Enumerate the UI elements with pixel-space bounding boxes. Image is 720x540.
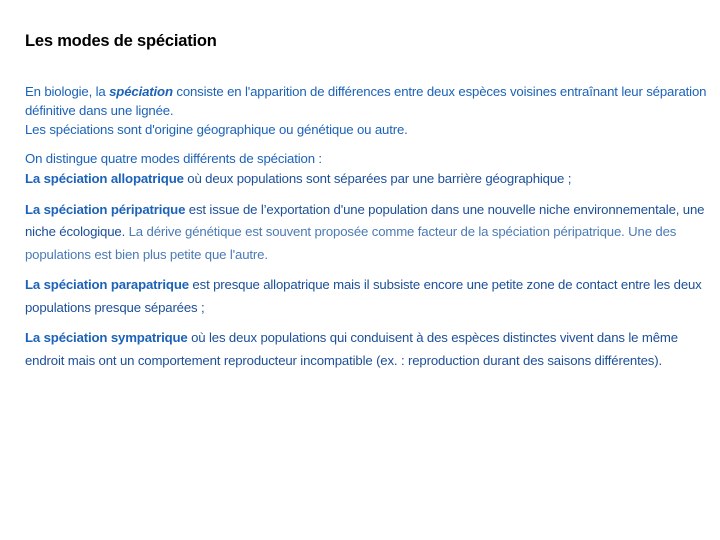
mode-text-extra: La dérive génétique est souvent proposée comme facteur de la spéciation péripatrique. Une des populations est bien plus petite que l'autre. bbox=[25, 224, 677, 262]
mode-name: La spéciation allopatrique bbox=[25, 171, 184, 186]
mode-text: où deux populations sont séparées par une barrière géographique ; bbox=[183, 171, 572, 186]
mode-peripatric bbox=[25, 199, 715, 267]
intro-paragraph bbox=[25, 82, 715, 139]
mode-name: La spéciation péripatrique bbox=[25, 201, 186, 217]
lead-paragraph bbox=[25, 149, 715, 168]
mode-text: où les deux populations qui conduisent à des espèces distinctes vivent dans le même endroit mais ont un comportement reproducteur incompatible (ex. : reproduction durant des saisons différentes). bbox=[25, 330, 678, 368]
mode-allopatric bbox=[25, 168, 715, 191]
slide-title: Les modes de spéciation bbox=[25, 32, 217, 50]
intro-term: spéciation bbox=[109, 84, 173, 99]
lead-text: On distingue quatre modes différents de spéciation : bbox=[25, 151, 322, 166]
intro-suffix: consiste en l'apparition de différences entre deux espèces voisines entraînant leur séparation définitive dans une lignée. bbox=[25, 84, 707, 118]
mode-text: est presque allopatrique mais il subsiste encore une petite zone de contact entre les deux populations presque séparées ; bbox=[25, 277, 702, 315]
intro-line2: Les spéciations sont d'origine géographique ou génétique ou autre. bbox=[25, 122, 408, 137]
intro-prefix: En biologie, la bbox=[25, 84, 110, 99]
mode-name: La spéciation sympatrique bbox=[25, 330, 188, 345]
mode-parapatric bbox=[25, 274, 715, 319]
mode-text: est issue de l’exportation d'une population dans une nouvelle niche environnementale, une niche écologique. bbox=[25, 201, 705, 239]
slide-body bbox=[25, 82, 715, 372]
mode-name: La spéciation parapatrique bbox=[25, 277, 189, 292]
mode-sympatric bbox=[25, 327, 715, 372]
